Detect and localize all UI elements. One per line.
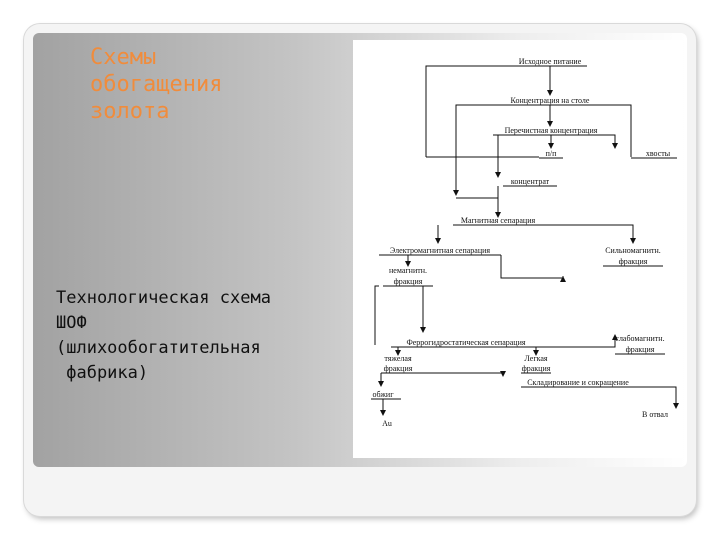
node-magnetic: Магнитная сепарация <box>460 216 536 225</box>
node-nonmagnetic-2: фракция <box>393 277 423 286</box>
arrow-ferro-to-weak <box>541 335 615 347</box>
line-em-right <box>501 255 563 278</box>
arrow-recleaning-to-tails <box>609 135 615 148</box>
node-ferro: Феррогидростатическая сепарация <box>406 338 526 347</box>
node-storage: Складирование и сокращение <box>527 378 629 387</box>
node-roasting: обжиг <box>372 390 394 399</box>
line-table-right <box>598 105 631 157</box>
node-pp: п/п <box>545 149 557 158</box>
node-electromagnetic: Электромагнитная сепарация <box>389 246 491 255</box>
description-line-4: фабрика) <box>56 363 149 383</box>
arrow-magnetic-to-strong <box>543 225 633 243</box>
node-nonmagnetic-1: немагнитн. <box>388 266 428 275</box>
description-line-1: Технологическая схема <box>56 288 271 308</box>
slide-description <box>56 286 356 386</box>
title-line-1: Схемы <box>90 45 157 70</box>
node-strong-magnetic-2: фракция <box>618 257 648 266</box>
title-line-2: обогащения <box>90 72 223 97</box>
node-weak-magnetic-2: фракция <box>625 345 655 354</box>
node-tails: хвосты <box>645 149 671 158</box>
node-light-1: Легкая <box>524 354 548 363</box>
node-feed: Исходное питание <box>518 57 582 66</box>
slide-title <box>90 44 330 125</box>
node-heavy-1: тяжелая <box>384 354 412 363</box>
node-recleaning: Перечистная концентрация <box>504 126 598 135</box>
description-line-3: (шлихообогатительная <box>56 338 261 358</box>
flow-diagram <box>353 40 683 458</box>
title-line-3: золота <box>90 99 170 124</box>
node-concentrate: концентрат <box>510 177 550 186</box>
arrow-storage-to-dump <box>636 387 676 408</box>
line-nonmagnetic-left <box>375 286 379 345</box>
line-feed-left <box>426 66 550 157</box>
node-weak-magnetic-1: слабомагнитн. <box>615 334 665 343</box>
line-table-left <box>456 105 504 195</box>
arrow-heavy-to-storage <box>423 373 503 376</box>
node-heavy-2: фракция <box>383 364 413 373</box>
node-table-conc: Концентрация на столе <box>510 96 590 105</box>
node-au: Au <box>382 419 392 428</box>
description-line-2: ШОФ <box>56 313 87 333</box>
node-strong-magnetic-1: Сильномагнитн. <box>605 246 661 255</box>
node-light-2: фракция <box>521 364 551 373</box>
node-dump: В отвал <box>641 410 669 419</box>
flow-diagram-svg <box>353 40 683 458</box>
